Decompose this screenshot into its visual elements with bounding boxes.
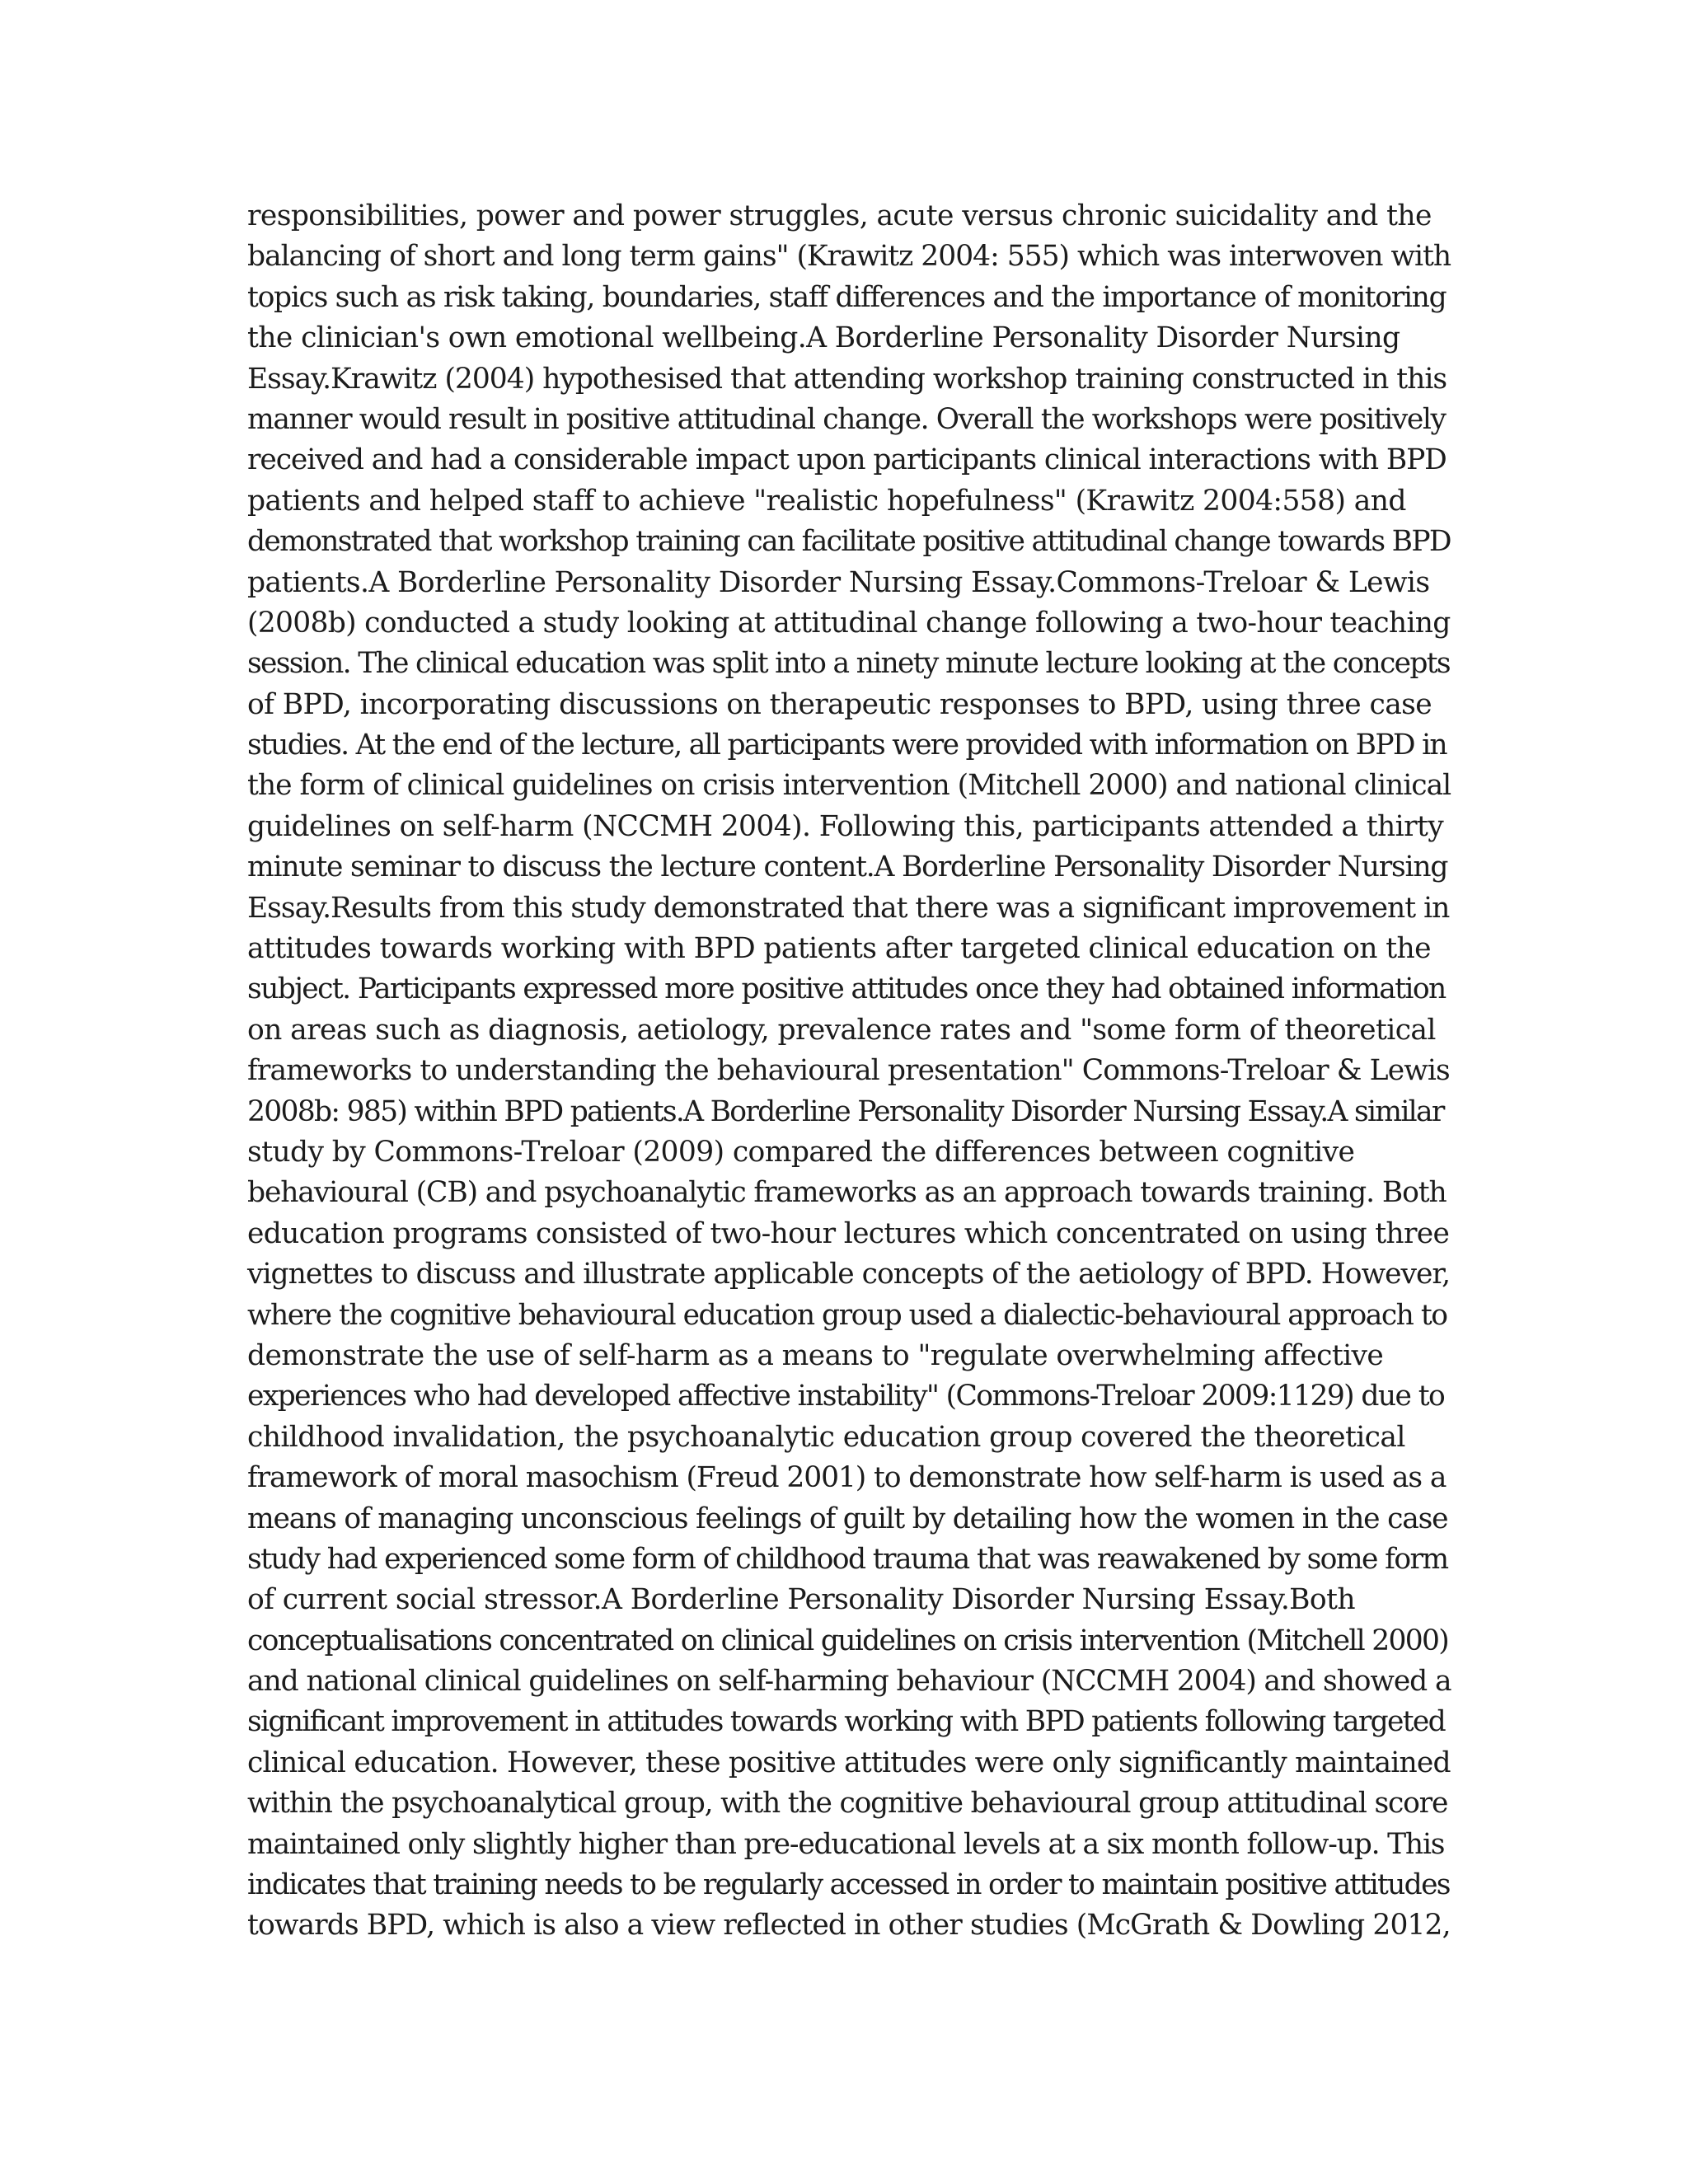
- text-line: balancing of short and long term gains" (Krawitz 2004: 555) which was interwoven with: [247, 240, 1451, 274]
- text-line: framework of moral masochism (Freud 2001) to demonstrate how self-harm is used as a: [247, 1461, 1447, 1495]
- text-line: session. The clinical education was split into a ninety minute lecture looking at the concepts: [247, 647, 1450, 681]
- text-line: within the psychoanalytical group, with the cognitive behavioural group attitudinal score: [247, 1787, 1448, 1821]
- text-line: maintained only slightly higher than pre-educational levels at a six month follow-up. This: [247, 1827, 1445, 1861]
- text-line: minute seminar to discuss the lecture content.A Borderline Personality Disorder Nursing: [247, 851, 1448, 884]
- text-line: conceptualisations concentrated on clinical guidelines on crisis intervention (Mitchell 2000): [247, 1624, 1448, 1657]
- text-line: of BPD, incorporating discussions on therapeutic responses to BPD, using three case: [247, 687, 1432, 721]
- text-line: Essay.Results from this study demonstrated that there was a significant improvement in: [247, 891, 1450, 925]
- text-line: patients and helped staff to achieve "realistic hopefulness" (Krawitz 2004:558) and: [247, 484, 1406, 518]
- text-line: guidelines on self-harm (NCCMH 2004). Following this, participants attended a thirty: [247, 809, 1444, 843]
- text-line: demonstrated that workshop training can facilitate positive attitudinal change towards BPD: [247, 525, 1451, 559]
- text-line: the form of clinical guidelines on crisis intervention (Mitchell 2000) and national clinical: [247, 769, 1451, 803]
- text-line: vignettes to discuss and illustrate applicable concepts of the aetiology of BPD. However,: [247, 1258, 1451, 1291]
- body-text: [247, 196, 1451, 1947]
- text-line: received and had a considerable impact upon participants clinical interactions with BPD: [247, 443, 1447, 477]
- text-line: childhood invalidation, the psychoanalytic education group covered the theoretical: [247, 1420, 1405, 1454]
- text-line: study by Commons-Treloar (2009) compared the differences between cognitive: [247, 1135, 1355, 1169]
- text-line: clinical education. However, these positive attitudes were only significantly maintained: [247, 1746, 1451, 1779]
- text-line: patients.A Borderline Personality Disorder Nursing Essay.Commons-Treloar & Lewis: [247, 565, 1430, 599]
- text-line: manner would result in positive attitudinal change. Overall the workshops were positively: [247, 402, 1446, 436]
- text-line: frameworks to understanding the behavioural presentation" Commons-Treloar & Lewis: [247, 1054, 1450, 1088]
- text-line: means of managing unconscious feelings of guilt by detailing how the women in the case: [247, 1502, 1448, 1535]
- text-line: demonstrate the use of self-harm as a means to "regulate overwhelming affective: [247, 1338, 1384, 1372]
- text-line: where the cognitive behavioural education group used a dialectic-behavioural approach to: [247, 1298, 1447, 1332]
- text-line: (2008b) conducted a study looking at attitudinal change following a two-hour teaching: [247, 606, 1451, 640]
- text-line: education programs consisted of two-hour lectures which concentrated on using three: [247, 1216, 1450, 1250]
- text-line: towards BPD, which is also a view reflected in other studies (McGrath & Dowling 2012,: [247, 1909, 1451, 1943]
- text-line: Essay.Krawitz (2004) hypothesised that attending workshop training constructed in this: [247, 362, 1447, 396]
- text-line: subject. Participants expressed more positive attitudes once they had obtained information: [247, 972, 1446, 1006]
- text-line: experiences who had developed affective instability" (Commons-Treloar 2009:1129) due to: [247, 1380, 1445, 1413]
- text-line: study had experienced some form of childhood trauma that was reawakened by some form: [247, 1542, 1448, 1576]
- text-line: indicates that training needs to be regularly accessed in order to maintain positive attitudes: [247, 1868, 1450, 1902]
- text-line: on areas such as diagnosis, aetiology, prevalence rates and "some form of theoretical: [247, 1013, 1436, 1047]
- text-line: attitudes towards working with BPD patients after targeted clinical education on the: [247, 932, 1431, 966]
- text-line: 2008b: 985) within BPD patients.A Borderline Personality Disorder Nursing Essay.A similar: [247, 1094, 1444, 1128]
- text-line: topics such as risk taking, boundaries, staff differences and the importance of monitoring: [247, 280, 1447, 314]
- text-line: the clinician's own emotional wellbeing.A Borderline Personality Disorder Nursing: [247, 321, 1400, 355]
- text-line: and national clinical guidelines on self-harming behaviour (NCCMH 2004) and showed a: [247, 1665, 1451, 1699]
- text-line: studies. At the end of the lecture, all participants were provided with information on BPD in: [247, 729, 1447, 762]
- text-line: of current social stressor.A Borderline Personality Disorder Nursing Essay.Both: [247, 1583, 1355, 1617]
- text-line: responsibilities, power and power struggles, acute versus chronic suicidality and the: [247, 199, 1432, 232]
- text-line: behavioural (CB) and psychoanalytic frameworks as an approach towards training. Both: [247, 1176, 1447, 1210]
- text-line: significant improvement in attitudes towards working with BPD patients following targeted: [247, 1705, 1446, 1739]
